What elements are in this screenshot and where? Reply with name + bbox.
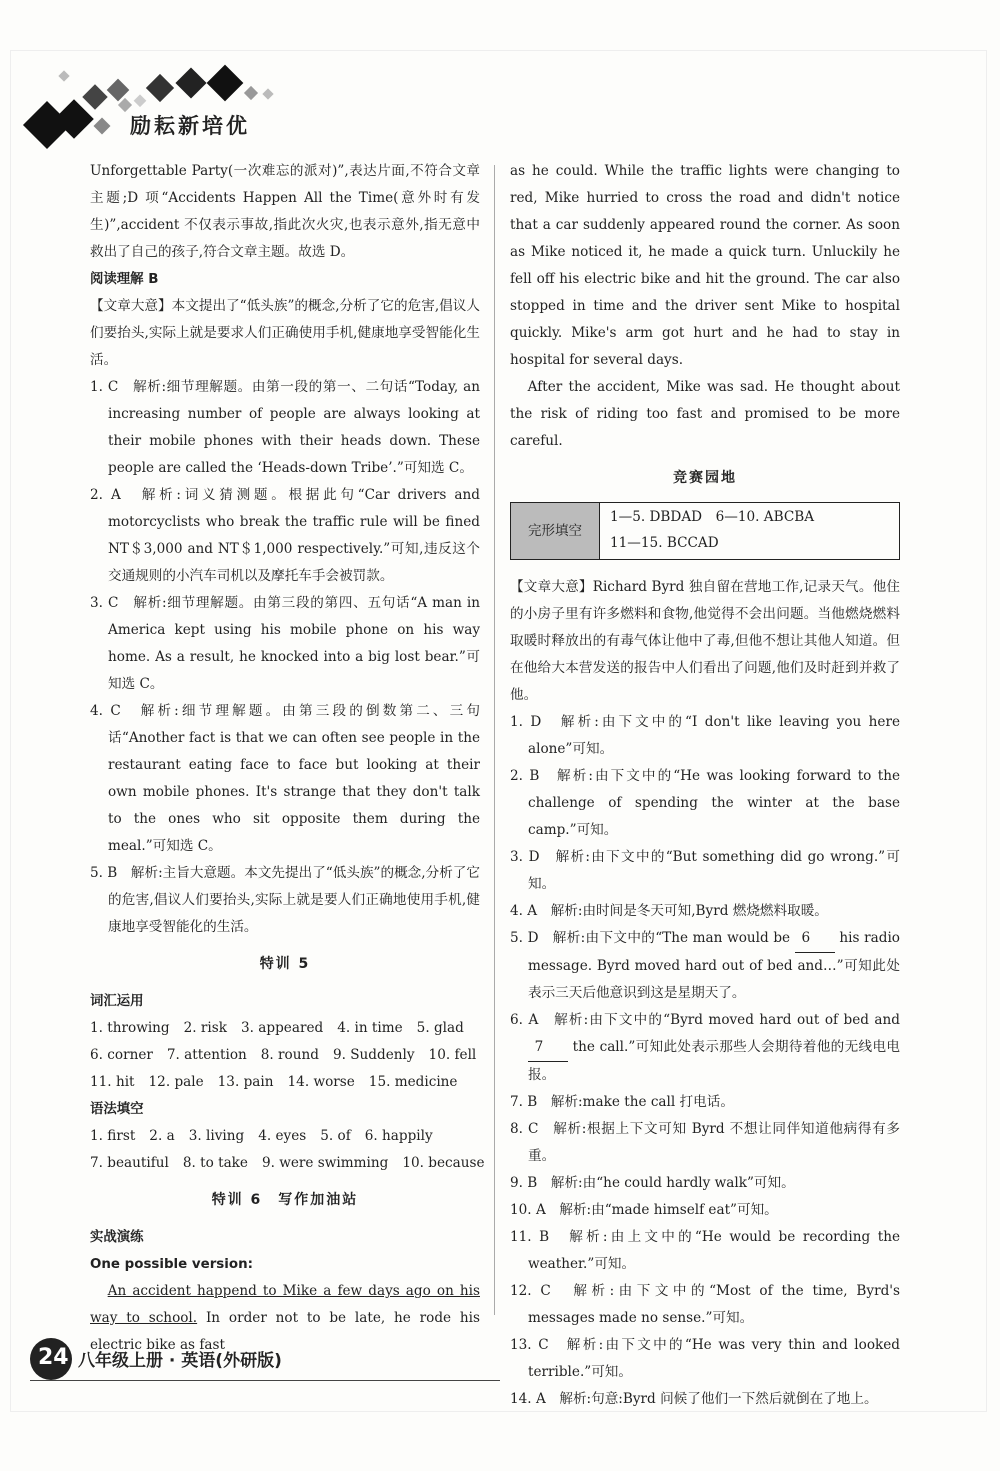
answer-item-5 [510,925,900,1007]
grammar-answer: 9. were swimming [261,1155,389,1171]
grammar-answer: 4. eyes [258,1128,307,1144]
brand-title: 励耘新培优 [130,114,250,138]
vocab-answer: 6. corner [90,1047,153,1063]
answer-item: 2. B 解析:由下文中的“He was looking forward to the challenge of spending the winter at the base camp.”可知。 [510,768,900,838]
vocab-answer: 11. hit [90,1074,135,1090]
grammar-answer: 3. living [188,1128,245,1144]
essay-paragraph-2: After the accident, Mike was sad. He thought about the risk of riding too fast and promised to be more careful. [510,379,900,449]
vocab-row [90,1015,480,1042]
vocab-answer: 3. appeared [241,1020,324,1036]
vocab-answer: 2. risk [183,1020,227,1036]
grammar-answer: 1. first [90,1128,136,1144]
vocab-answer: 9. Suddenly [332,1047,415,1063]
essay-continuation: as he could. While the traffic lights were changing to red, Mike hurried to cross the road and didn't notice that a car suddenly appeared round the corner. As soon as Mike noticed it, he made a quick turn. Unluckily he fell off his electric bike and hit the ground. The car also stopped in time and the driver sent Mike to hospital quickly. Mike's arm got hurt and he had to stay in hospital for several days. [510,163,900,368]
vocab-answer: 14. worse [287,1074,355,1090]
vocab-answer: 4. in time [337,1020,403,1036]
essay-underlined-sentence: An accident happend to Mike a few days ago on his way to school. [90,1283,480,1326]
contest-title: 竞赛园地 [673,470,737,486]
reading-b-summary: 【文章大意】本文提出了“低头族”的概念,分析了它的危害,倡议人们要抬头,实际上就是要求人们正确使用手机,健康地享受智能化生活。 [90,298,480,368]
answer-item: 10. A 解析:由“made himself eat”可知。 [510,1202,778,1218]
reading-b-heading: 阅读理解 B [90,272,159,287]
vocab-answer: 13. pain [217,1074,274,1090]
grammar-answer: 10. because [402,1155,485,1171]
answer-item: 11. B 解析:由上文中的“He would be recording the weather.”可知。 [510,1229,900,1272]
grammar-row [90,1150,485,1177]
answer-item-6 [510,1007,900,1089]
answer-blank: 7 [528,1034,568,1062]
vocab-row [90,1042,480,1069]
item-text: 5. D 解析:由下文中的“The man would be [510,930,795,946]
grammar-answer: 8. to take [182,1155,248,1171]
answer-item: 14. A 解析:句意:Byrd 问候了他们一下然后就倒在了地上。 [510,1391,878,1407]
vocab-row [90,1069,480,1096]
cloze-label: 完形填空 [511,503,600,559]
grammar-answer: 6. happily [364,1128,433,1144]
answer-blank: 6 [795,925,835,953]
vocab-answer: 8. round [260,1047,319,1063]
book-title: 八年级上册 · 英语(外研版) [78,1351,282,1371]
grammar-row [90,1123,480,1150]
answer-item: 9. B 解析:由“he could hardly walk”可知。 [510,1175,795,1191]
grammar-answer: 7. beautiful [90,1155,169,1171]
vocab-answer: 7. attention [166,1047,247,1063]
answer-item: 3. D 解析:由下文中的“But something did go wrong.”可知。 [510,849,900,892]
grammar-heading: 语法填空 [90,1102,144,1117]
vocab-answer: 15. medicine [368,1074,458,1090]
cloze-answers-line: 1—5. DBDAD 6—10. ABCBA [610,509,815,525]
vocab-answer: 1. throwing [90,1020,170,1036]
column-divider [494,165,495,1315]
grammar-answer: 2. a [149,1128,175,1144]
essay-text: In order not to be late, he rode his electric bike as fast [90,1310,480,1353]
footer-rule [30,1380,500,1381]
page-number: 24 [38,1345,69,1370]
cloze-answer-table [510,502,900,560]
grammar-answer: 5. of [320,1128,351,1144]
left-column [90,158,485,1359]
previous-answer-tail: Unforgettable Party(一次难忘的派对)”,表达片面,不符合文章主题;D 项“Accidents Happen All the Time(意外时有发生)”,accident 不仅表示事故,指此次火灾,也表示意外,指无意中救出了自己的孩子,符合文章主题。故选 D。 [90,163,480,260]
answer-item: 3. C 解析:细节理解题。由第三段的第四、五句话“A man in America kept using his mobile phone on his way home. As a result, he knocked into a big lost bear.”可知选 C。 [90,595,480,692]
answer-item: 13. C 解析:由下文中的“He was very thin and looked terrible.”可知。 [510,1337,900,1380]
answer-item: 5. B 解析:主旨大意题。本文先提出了“低头族”的概念,分析了它的危害,倡议人们要抬头,实际上就是要人们正确地使用手机,健康地享受智能化的生活。 [90,865,480,935]
possible-version-label: One possible version: [90,1257,253,1272]
cloze-answers-line: 11—15. BCCAD [610,535,719,551]
answer-item: 8. C 解析:根据上下文可知 Byrd 不想让同伴知道他病得有多重。 [510,1121,900,1164]
cloze-summary: 【文章大意】Richard Byrd 独自留在营地工作,记录天气。他住的小房子里有许多燃料和食物,他觉得不会出问题。当他燃烧燃料取暖时释放出的有毒气体让他中了毒,但他不想让其他人知道。但在他给大本营发送的报告中人们看出了问题,他们及时赶到并救了他。 [510,579,900,703]
cloze-answers [600,503,824,559]
training-5-title: 特训 5 [259,956,311,972]
vocab-heading: 词汇运用 [90,994,144,1009]
right-column [510,158,900,1413]
vocab-answer: 12. pale [148,1074,204,1090]
answer-item: 2. A 解析:词义猜测题。根据此句“Car drivers and motorcyclists who break the traffic rule will be fined NT＄3,000 and NT＄1,000 respectively.”可知,违反这个交通规则的小汽车司机以及摩托车手会被罚款。 [90,487,480,584]
item-text: the call.”可知此处表示那些人会期待着他的无线电电报。 [528,1039,900,1083]
vocab-answer: 5. glad [416,1020,464,1036]
item-text: his radio message. Byrd moved hard out of bed and…”可知此处表示三天后他意识到这是星期天了。 [528,930,900,1001]
vocab-answer: 10. fell [428,1047,477,1063]
answer-item: 1. D 解析:由下文中的“I don't like leaving you here alone”可知。 [510,714,900,757]
practice-heading: 实战演练 [90,1230,144,1245]
item-text: 6. A 解析:由下文中的“Byrd moved hard out of bed and [510,1012,900,1028]
training-6-title: 特训 6 写作加油站 [211,1192,359,1208]
answer-item: 1. C 解析:细节理解题。由第一段的第一、二句话“Today, an increasing number of people are always looking at their mobile phones with their heads down. These people are called the ‘Heads-down Tribe’.”可知选 C。 [90,379,480,476]
answer-item: 12. C 解析:由下文中的“Most of the time, Byrd's messages made no sense.”可知。 [510,1283,900,1326]
answer-item: 4. A 解析:由时间是冬天可知,Byrd 燃烧燃料取暖。 [510,903,828,919]
answer-item: 7. B 解析:make the call 打电话。 [510,1094,734,1110]
answer-item: 4. C 解析:细节理解题。由第三段的倒数第二、三句话“Another fact is that we can often see people in the restaurant eating face to face but looking at their own mobile phones. It's strange that they don't talk to the ones who sit opposite them during the meal.”可知选 C。 [90,703,480,854]
